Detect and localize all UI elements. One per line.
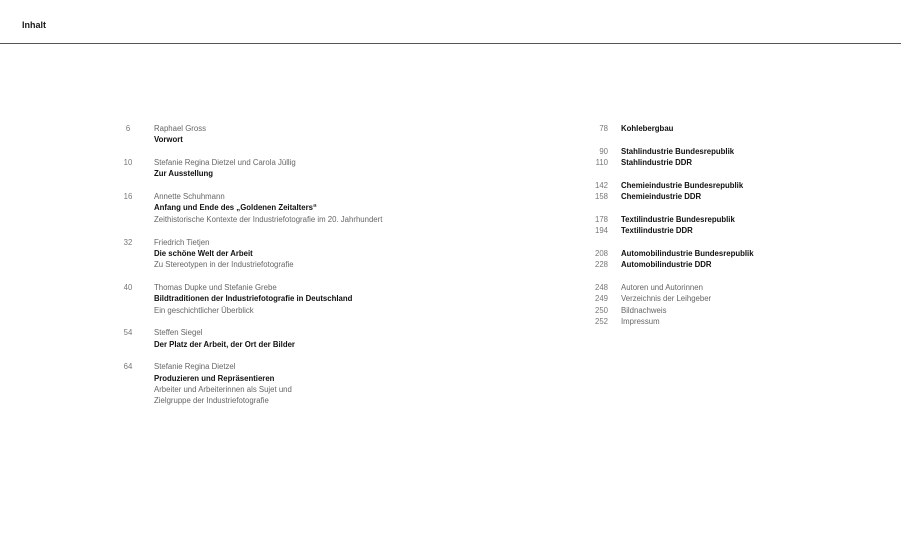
- toc-chapter-title: Impressum: [621, 317, 660, 327]
- toc-title: Der Platz der Arbeit, der Ort der Bilder: [154, 339, 295, 349]
- toc-title: Bildtraditionen der Industriefotografie in Deutschland: [154, 294, 353, 304]
- toc-page-number: 40: [123, 282, 133, 292]
- toc-subtitle: Zeithistorische Kontexte der Industriefotografie im 20. Jahrhundert: [154, 214, 383, 224]
- toc-chapter-title: Stahlindustrie Bundesrepublik: [621, 146, 735, 156]
- toc-chapter-entry[interactable]: [588, 214, 848, 225]
- toc-chapter-group: [588, 248, 848, 271]
- toc-page-number: 16: [123, 192, 133, 202]
- toc-page-number: 54: [123, 328, 133, 338]
- toc-entry-text: [154, 123, 206, 146]
- toc-chapter-title: Automobilindustrie DDR: [621, 260, 712, 270]
- toc-entry-text: [154, 237, 294, 271]
- toc-chapter-title: Automobilindustrie Bundesrepublik: [621, 249, 754, 259]
- toc-entry[interactable]: [118, 191, 448, 225]
- toc-author: Annette Schuhmann: [154, 192, 225, 202]
- toc-page-number: 142: [594, 180, 608, 190]
- toc-entry[interactable]: [118, 327, 448, 350]
- toc-entry-text: [154, 282, 352, 316]
- toc-chapter-entry[interactable]: [588, 146, 848, 157]
- toc-chapter-entry[interactable]: [588, 157, 848, 168]
- toc-page-number: 252: [594, 317, 608, 327]
- toc-page-number: 178: [594, 214, 608, 224]
- toc-entry[interactable]: [118, 282, 448, 316]
- toc-entry[interactable]: [118, 157, 448, 180]
- toc-essays-column: [118, 123, 448, 418]
- toc-title: Zur Ausstellung: [154, 169, 214, 179]
- toc-entry[interactable]: [118, 237, 448, 271]
- toc-chapter-entry[interactable]: [588, 123, 848, 134]
- toc-author: Stefanie Regina Dietzel und Carola Jüllig: [154, 158, 296, 168]
- toc-chapter-entry[interactable]: [588, 316, 848, 327]
- toc-chapter-entry[interactable]: [588, 293, 848, 304]
- toc-subtitle: Zu Stereotypen in der Industriefotografie: [154, 260, 294, 270]
- toc-chapter-group: [588, 282, 848, 327]
- toc-chapter-entry[interactable]: [588, 305, 848, 316]
- toc-page-number: 208: [594, 249, 608, 259]
- toc-page-number: 110: [595, 158, 608, 168]
- toc-entry-text: [154, 191, 382, 225]
- toc-chapter-entry[interactable]: [588, 180, 848, 191]
- toc-chapter-title: Verzeichnis der Leihgeber: [621, 294, 712, 304]
- toc-chapter-entry[interactable]: [588, 282, 848, 293]
- toc-subtitle: Ein geschichtlicher Überblick: [154, 305, 254, 315]
- toc-title: Die schöne Welt der Arbeit: [154, 248, 253, 258]
- toc-chapter-entry[interactable]: [588, 191, 848, 202]
- toc-entry-text: [154, 157, 296, 180]
- toc-chapter-group: [588, 180, 848, 203]
- toc-author: Raphael Gross: [154, 124, 207, 133]
- toc-entry[interactable]: [118, 361, 448, 406]
- toc-subtitle: Zielgruppe der Industriefotografie: [154, 396, 269, 406]
- toc-chapter-title: Kohlebergbau: [621, 124, 674, 133]
- toc-entry-text: [154, 327, 295, 350]
- page-header: [0, 0, 901, 44]
- toc-chapter-entry[interactable]: [588, 259, 848, 270]
- toc-title: Produzieren und Repräsentieren: [154, 373, 275, 383]
- toc-chapter-title: Textilindustrie Bundesrepublik: [621, 214, 735, 224]
- toc-chapter-title: Bildnachweis: [621, 305, 667, 315]
- toc-chapter-title: Textilindustrie DDR: [621, 226, 693, 236]
- toc-author: Steffen Siegel: [154, 328, 203, 338]
- toc-page-number: 64: [123, 362, 133, 372]
- toc-entry-text: [154, 361, 292, 406]
- toc-page-number: 249: [594, 294, 608, 304]
- toc-page-number: 250: [594, 305, 608, 315]
- toc-title: Anfang und Ende des „Goldenen Zeitalters“: [154, 203, 317, 213]
- toc-page-number: 228: [594, 260, 608, 270]
- toc-chapter-entry[interactable]: [588, 248, 848, 259]
- toc-page-number: 158: [594, 192, 608, 202]
- toc-chapter-group: [588, 123, 848, 134]
- toc-title: Vorwort: [154, 135, 183, 145]
- toc-page-number: 32: [123, 237, 133, 247]
- toc-page-number: 6: [125, 124, 131, 133]
- toc-chapter-entry[interactable]: [588, 225, 848, 236]
- toc-author: Thomas Dupke und Stefanie Grebe: [154, 282, 277, 292]
- toc-chapter-group: [588, 146, 848, 169]
- toc-page-number: 194: [594, 226, 608, 236]
- toc-subtitle: Arbeiter und Arbeiterinnen als Sujet und: [154, 385, 292, 395]
- page-title: Inhalt: [22, 20, 46, 30]
- toc-page-number: 10: [123, 158, 133, 168]
- toc-page-number: 248: [594, 283, 608, 293]
- toc-page-number: 78: [599, 124, 608, 133]
- toc-chapter-group: [588, 214, 848, 237]
- toc-entry[interactable]: [118, 123, 448, 146]
- toc-chapter-title: Chemieindustrie Bundesrepublik: [621, 180, 744, 190]
- toc-chapter-title: Chemieindustrie DDR: [621, 192, 702, 202]
- toc-chapter-title: Autoren und Autorinnen: [621, 283, 703, 293]
- toc-author: Friedrich Tietjen: [154, 237, 210, 247]
- toc-chapter-title: Stahlindustrie DDR: [621, 158, 693, 168]
- toc-author: Stefanie Regina Dietzel: [154, 362, 236, 372]
- toc-page-number: 90: [599, 146, 608, 156]
- toc-chapters-column: [588, 123, 848, 339]
